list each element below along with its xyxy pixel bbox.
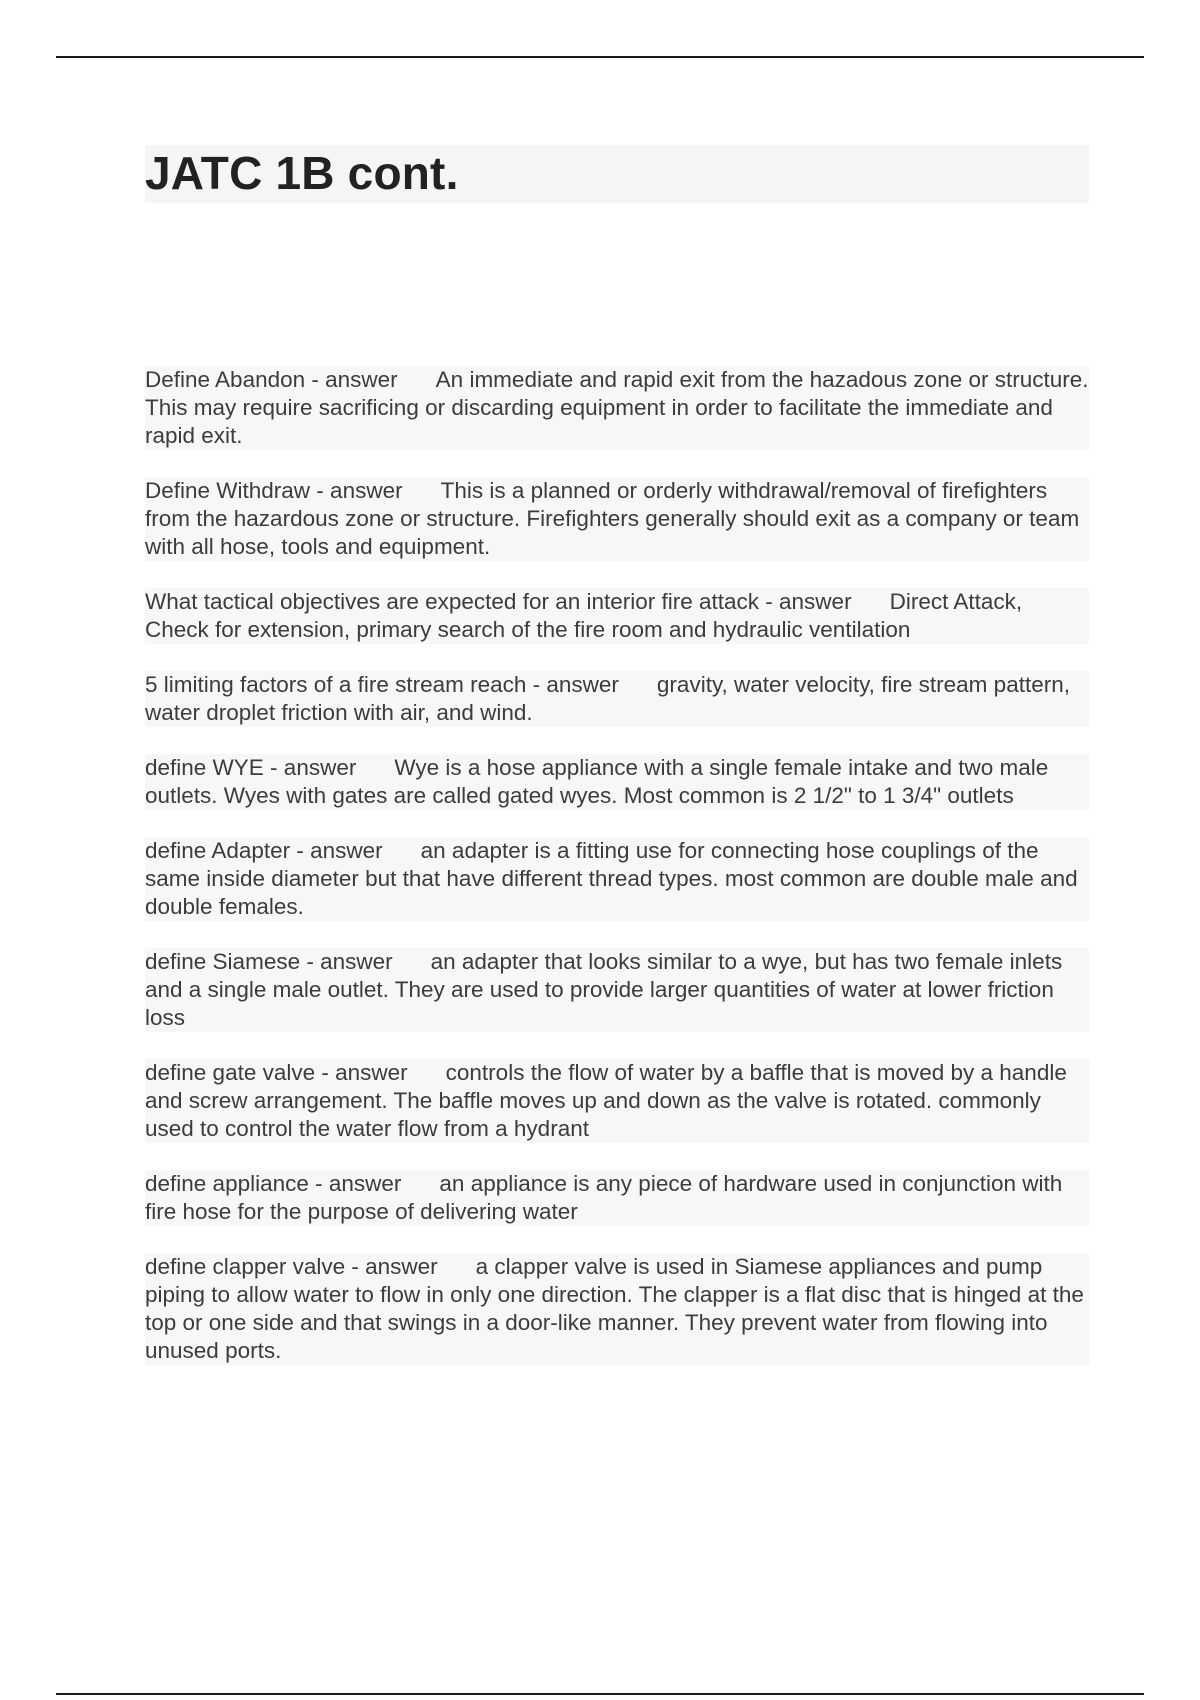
flashcard-definition: This is a planned or orderly withdrawal/removal of firefighters from the hazardous zone or structure. Firefighters generally should exit as a company or team with all hose, tools and equipment. — [145, 478, 1080, 559]
flashcard-term: What tactical objectives are expected for an interior fire attack - answer — [145, 589, 852, 614]
flashcard-item — [145, 1253, 1089, 1365]
flashcard-term: define Adapter - answer — [145, 838, 383, 863]
flashcard-item — [145, 1170, 1089, 1226]
flashcard-definition: Wye is a hose appliance with a single female intake and two male outlets. Wyes with gates are called gated wyes. Most common is 2 1/2" to 1 3/4" outlets — [145, 755, 1049, 808]
flashcard-term: define gate valve - answer — [145, 1060, 408, 1085]
flashcard-term: Define Withdraw - answer — [145, 478, 403, 503]
flashcard-item — [145, 366, 1089, 450]
flashcard-item — [145, 948, 1089, 1032]
flashcard-term: define WYE - answer — [145, 755, 357, 780]
flashcard-definition: controls the flow of water by a baffle that is moved by a handle and screw arrangement. The baffle moves up and down as the valve is rotated. commonly used to control the water flow from a hydrant — [145, 1060, 1067, 1141]
flashcard-item — [145, 477, 1089, 561]
flashcard-item — [145, 837, 1089, 921]
flashcard-definition: a clapper valve is used in Siamese appliances and pump piping to allow water to flow in only one direction. The clapper is a flat disc that is hinged at the top or one side and that swings in a door-like manner. They prevent water from flowing into unused ports. — [145, 1254, 1084, 1363]
flashcard-term: define clapper valve - answer — [145, 1254, 438, 1279]
bottom-divider — [56, 1693, 1144, 1695]
flashcard-term: Define Abandon - answer — [145, 367, 398, 392]
flashcard-term: define appliance - answer — [145, 1171, 402, 1196]
flashcard-term: define Siamese - answer — [145, 949, 393, 974]
flashcard-term: 5 limiting factors of a fire stream reach - answer — [145, 672, 619, 697]
flashcard-item — [145, 671, 1089, 727]
top-divider — [56, 56, 1144, 58]
flashcard-definition: an appliance is any piece of hardware used in conjunction with fire hose for the purpose of delivering water — [145, 1171, 1063, 1224]
flashcard-item — [145, 1059, 1089, 1143]
flashcard-definition: an adapter that looks similar to a wye, but has two female inlets and a single male outlet. They are used to provide larger quantities of water at lower friction loss — [145, 949, 1063, 1030]
flashcard-definition: gravity, water velocity, fire stream pattern, water droplet friction with air, and wind. — [145, 672, 1070, 725]
flashcard-definition: Direct Attack, Check for extension, primary search of the fire room and hydraulic ventilation — [145, 589, 1023, 642]
flashcard-item — [145, 754, 1089, 810]
flashcard-definition: an adapter is a fitting use for connecting hose couplings of the same inside diameter but that have different thread types. most common are double male and double females. — [145, 838, 1078, 919]
page-title: JATC 1B cont. — [145, 147, 459, 199]
flashcard-item — [145, 588, 1089, 644]
flashcard-list — [145, 366, 1089, 1392]
flashcard-definition: An immediate and rapid exit from the hazadous zone or structure. This may require sacrificing or discarding equipment in order to facilitate the immediate and rapid exit. — [145, 367, 1089, 448]
